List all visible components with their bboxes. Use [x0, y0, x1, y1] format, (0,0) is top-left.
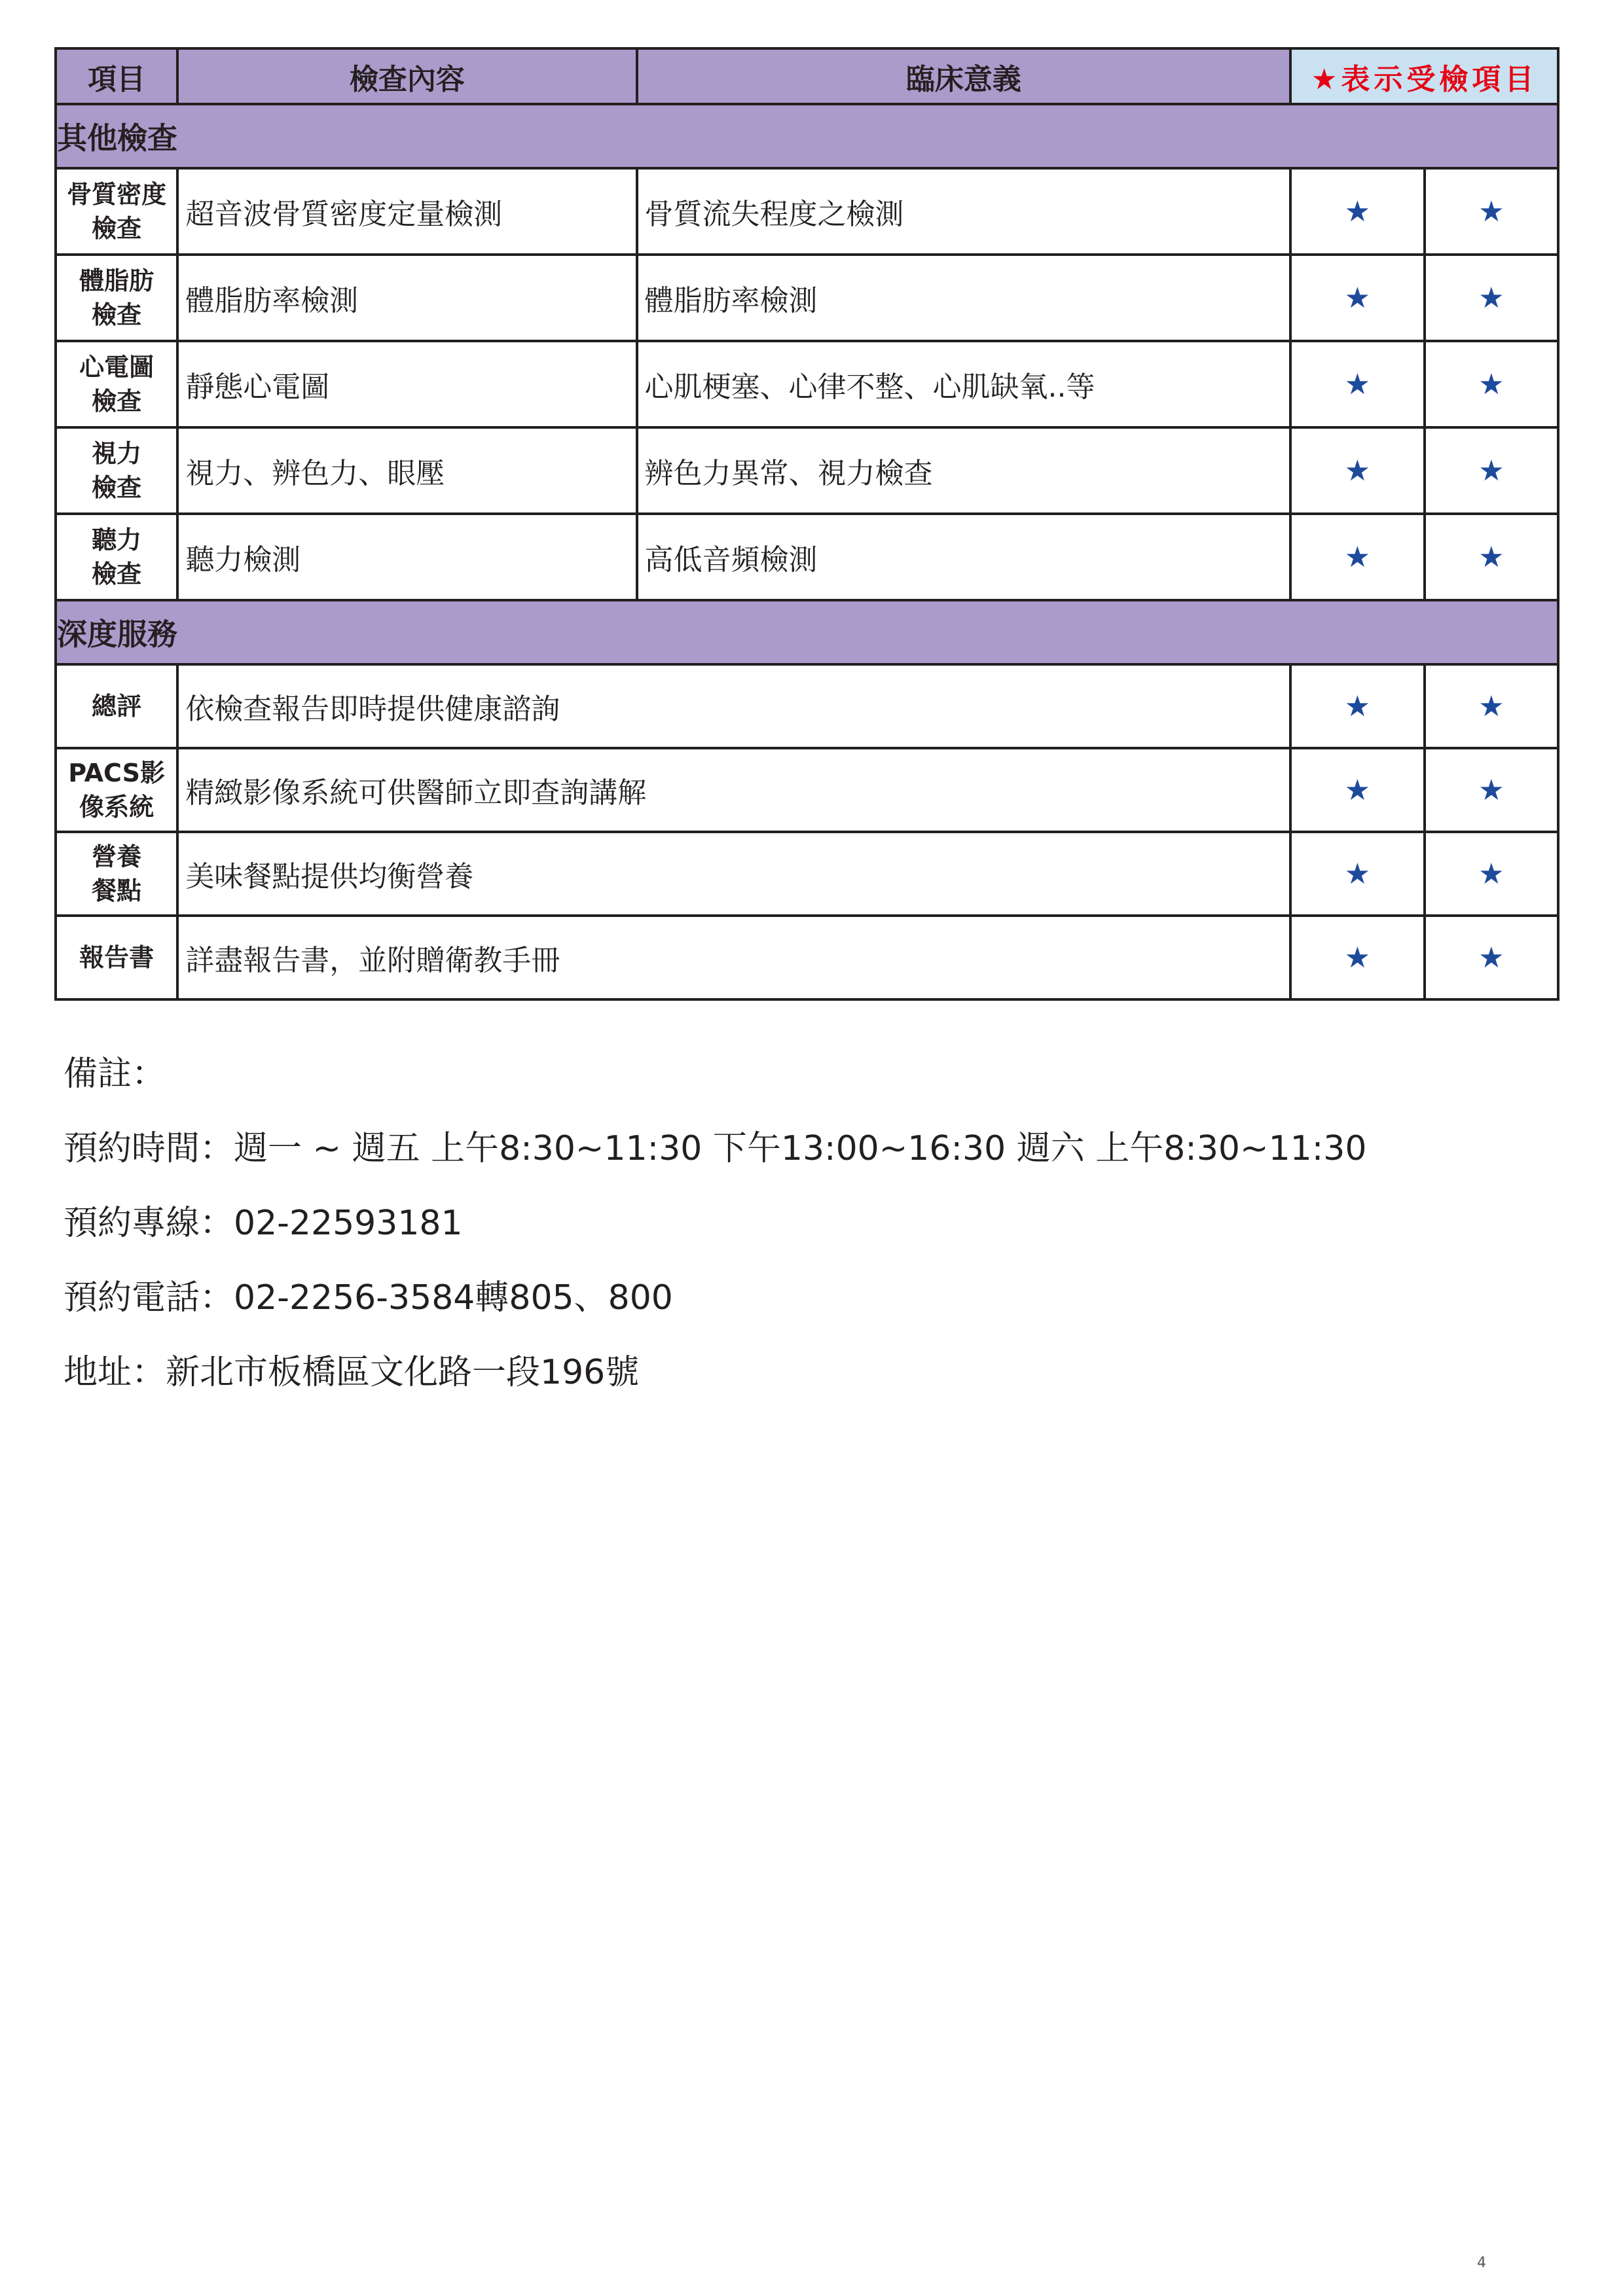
meaning-cell: 心肌梗塞、心律不整、心肌缺氧..等: [637, 341, 1291, 427]
star-icon: ★: [1425, 255, 1558, 341]
meaning-cell: 高低音頻檢測: [637, 514, 1291, 600]
header-content: 檢查內容: [177, 48, 636, 104]
item-cell: [56, 664, 177, 748]
item-cell: [56, 514, 177, 600]
content-cell: 詳盡報告書，並附贈衛教手冊: [177, 916, 1290, 999]
star-icon: ★: [1425, 832, 1558, 916]
star-icon: ★: [1290, 341, 1424, 427]
content-cell: 靜態心電圖: [177, 341, 636, 427]
item-line: PACS影: [68, 759, 166, 787]
star-icon: ★: [1290, 832, 1424, 916]
item-line: 骨質密度: [67, 180, 167, 209]
star-icon: ★: [1425, 664, 1558, 748]
content-cell: 超音波骨質密度定量檢測: [177, 168, 636, 255]
header-meaning: 臨床意義: [637, 48, 1291, 104]
item-cell: [56, 748, 177, 832]
item-line: 檢查: [92, 300, 142, 329]
star-icon: ★: [1290, 168, 1424, 255]
section-title: 其他檢查: [56, 104, 1558, 168]
header-item: 項目: [56, 48, 177, 104]
table-row: [56, 916, 1558, 999]
notes-hours: 預約時間：週一 ~ 週五 上午8:30~11:30 下午13:00~16:30 週六 上午8:30~11:30: [64, 1129, 1367, 1168]
notes-hotline: 預約專線：02-22593181: [64, 1204, 463, 1243]
table-row: [56, 427, 1558, 514]
table-row: [56, 168, 1558, 255]
meaning-cell: 辨色力異常、視力檢查: [637, 427, 1291, 514]
star-icon: ★: [1290, 748, 1424, 832]
notes-address: 地址：新北市板橋區文化路一段196號: [64, 1353, 640, 1392]
item-line: 總評: [92, 692, 142, 721]
star-icon: ★: [1290, 514, 1424, 600]
star-icon: ★: [1425, 168, 1558, 255]
item-cell: [56, 832, 177, 916]
item-line: 視力: [92, 439, 142, 468]
exam-items-table: [54, 47, 1559, 1001]
section-title: 深度服務: [56, 600, 1558, 664]
item-line: 心電圖: [79, 353, 155, 382]
star-icon: ★: [1290, 255, 1424, 341]
table-row: [56, 255, 1558, 341]
table-row: [56, 514, 1558, 600]
item-line: 檢查: [92, 560, 142, 588]
header-legend: ★表示受檢項目: [1290, 48, 1558, 104]
item-line: 營養: [92, 842, 142, 871]
meaning-cell: 骨質流失程度之檢測: [637, 168, 1291, 255]
item-cell: [56, 341, 177, 427]
item-line: 體脂肪: [79, 266, 155, 295]
table-row: [56, 341, 1558, 427]
star-icon: ★: [1425, 916, 1558, 999]
table-row: [56, 748, 1558, 832]
content-cell: 精緻影像系統可供醫師立即查詢講解: [177, 748, 1290, 832]
item-line: 像系統: [79, 793, 155, 821]
table-header-row: [56, 48, 1558, 104]
item-cell: [56, 255, 177, 341]
notes-phone: 預約電話：02-2256-3584轉805、800: [64, 1278, 673, 1318]
content-cell: 體脂肪率檢測: [177, 255, 636, 341]
item-cell: [56, 168, 177, 255]
star-icon: ★: [1290, 427, 1424, 514]
star-icon: ★: [1290, 916, 1424, 999]
item-line: 餐點: [92, 876, 142, 905]
item-line: 檢查: [92, 473, 142, 502]
star-icon: ★: [1425, 341, 1558, 427]
item-line: 報告書: [79, 943, 155, 972]
star-icon: ★: [1425, 748, 1558, 832]
star-icon: ★: [1290, 664, 1424, 748]
meaning-cell: 體脂肪率檢測: [637, 255, 1291, 341]
star-icon: ★: [1425, 427, 1558, 514]
section-header: [56, 600, 1558, 664]
content-cell: 美味餐點提供均衡營養: [177, 832, 1290, 916]
table-row: [56, 664, 1558, 748]
content-cell: 視力、辨色力、眼壓: [177, 427, 636, 514]
table-row: [56, 832, 1558, 916]
item-line: 檢查: [92, 214, 142, 243]
item-line: 檢查: [92, 387, 142, 416]
item-cell: [56, 427, 177, 514]
star-icon: ★: [1425, 514, 1558, 600]
content-cell: 依檢查報告即時提供健康諮詢: [177, 664, 1290, 748]
page-number: 4: [1477, 2255, 1486, 2271]
notes-title: 備註：: [64, 1054, 166, 1094]
section-header: [56, 104, 1558, 168]
content-cell: 聽力檢測: [177, 514, 636, 600]
item-line: 聽力: [92, 526, 142, 554]
item-cell: [56, 916, 177, 999]
